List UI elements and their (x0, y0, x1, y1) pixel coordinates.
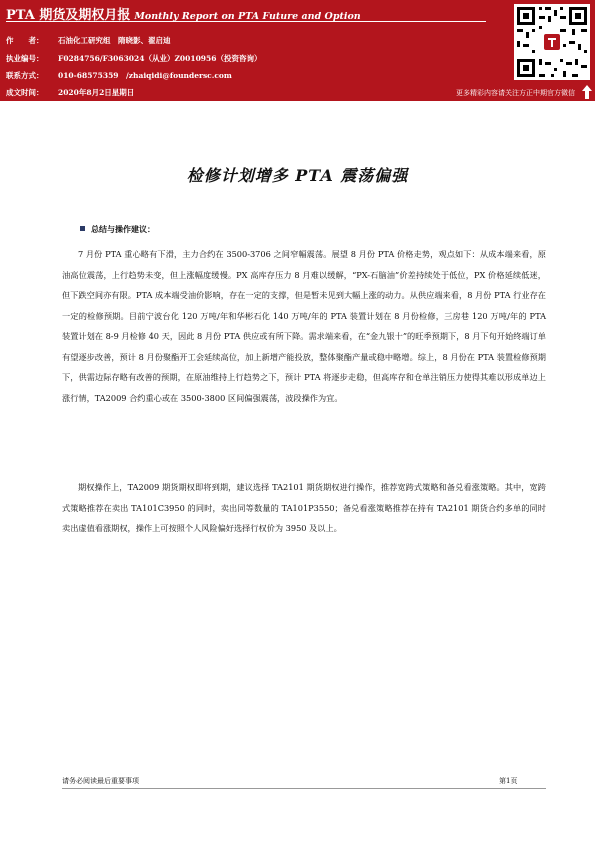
report-title-cn: PTA 期货及期权月报 (6, 8, 131, 23)
section-heading (80, 224, 155, 235)
contact-value: 010-68575359 /zhaiqidi@foundersc.com (58, 71, 232, 80)
arrow-up-icon (581, 84, 593, 100)
options-paragraph: 期权操作上，TA2009 期货期权即将到期，建议选择 TA2101 期货期权进行操作，推荐宽跨式策略和备兑看涨策略。其中，宽跨式策略推荐在卖出 TA101C3950 的同时，卖出同等数量的 TA101P3550；备兑看涨策略推荐在持有 TA2101 期货合约多单的同时卖出虚值看涨期权，操作上可按照个人风险偏好选择行权价为 3950 及以上。 (62, 482, 546, 533)
report-header (0, 0, 595, 101)
license-value: F0284756/F3063024（从业）Z0010956（投资咨询） (58, 54, 262, 63)
footer-disclaimer: 请务必阅读最后重要事项 (62, 777, 139, 785)
header-divider (6, 21, 486, 22)
contact-line (6, 70, 232, 81)
qr-code[interactable] (514, 4, 590, 80)
date-label: 成文时间： (6, 88, 44, 97)
report-title-en: Monthly Report on PTA Future and Option (134, 11, 361, 22)
date-line (6, 87, 134, 98)
page-number: 第1页 (499, 777, 518, 785)
author-line (6, 35, 171, 46)
article-title: 检修计划增多 PTA 震荡偏强 (186, 166, 409, 185)
license-label: 执业编号： (6, 54, 44, 63)
author-label: 作 者： (6, 36, 44, 45)
square-bullet-icon (80, 226, 85, 231)
license-line (6, 53, 261, 64)
qr-caption: 更多精彩内容请关注方正中期官方微信 (456, 89, 575, 97)
section-heading-text: 总结与操作建议： (91, 224, 155, 234)
date-value: 2020年8月2日星期日 (58, 88, 135, 97)
contact-label: 联系方式： (6, 71, 44, 80)
footer-divider (62, 788, 546, 789)
qr-code-graphic (514, 4, 590, 80)
summary-paragraph: 7 月份 PTA 重心略有下滑，主力合约在 3500-3706 之间窄幅震荡。展望 8 月份 PTA 价格走势，观点如下：从成本端来看，原油高位震荡，上行趋势未变，但上涨幅度缓慢。PX 高库存压力 8 月难以缓解，“PX-石脑油”价差持续处于低位，PX 价格延续低迷，但下跌空间亦有限。PTA 成本端受油价影响，存在一定的支撑，但是暂未见到大幅上涨的动力。从供应端来看，8 月份 PTA 行业存在一定的检修预期。目前宁波台化 120 万吨/年和华彬石化 140 万吨/年的 PTA 装置计划在 8 月份检修，三房巷 120 万吨/年的 PTA 装置计划在 8-9 月检修 40 天，因此 8 月份 PTA 供应或有所下降。需求端来看，在“金九银十”的旺季预期下，8 月下旬开始终端订单有望逐步改善，预计 8 月份聚酯开工会延续高位，加上新增产能投放，整体聚酯产量或稳中略增。综上，8 月份在 PTA 装置检修预期下，供需边际存略有改善的预期，在原油维持上行趋势之下，预计 PTA 将逐步走稳，但高库存和仓单注销压力使得其难以形成单边上涨行情，TA2009 合约重心或在 3500-3800 区间偏强震荡，波段操作为宜。 (62, 249, 546, 403)
author-value: 石油化工研究组 隋晓影、翟启迪 (58, 36, 171, 45)
